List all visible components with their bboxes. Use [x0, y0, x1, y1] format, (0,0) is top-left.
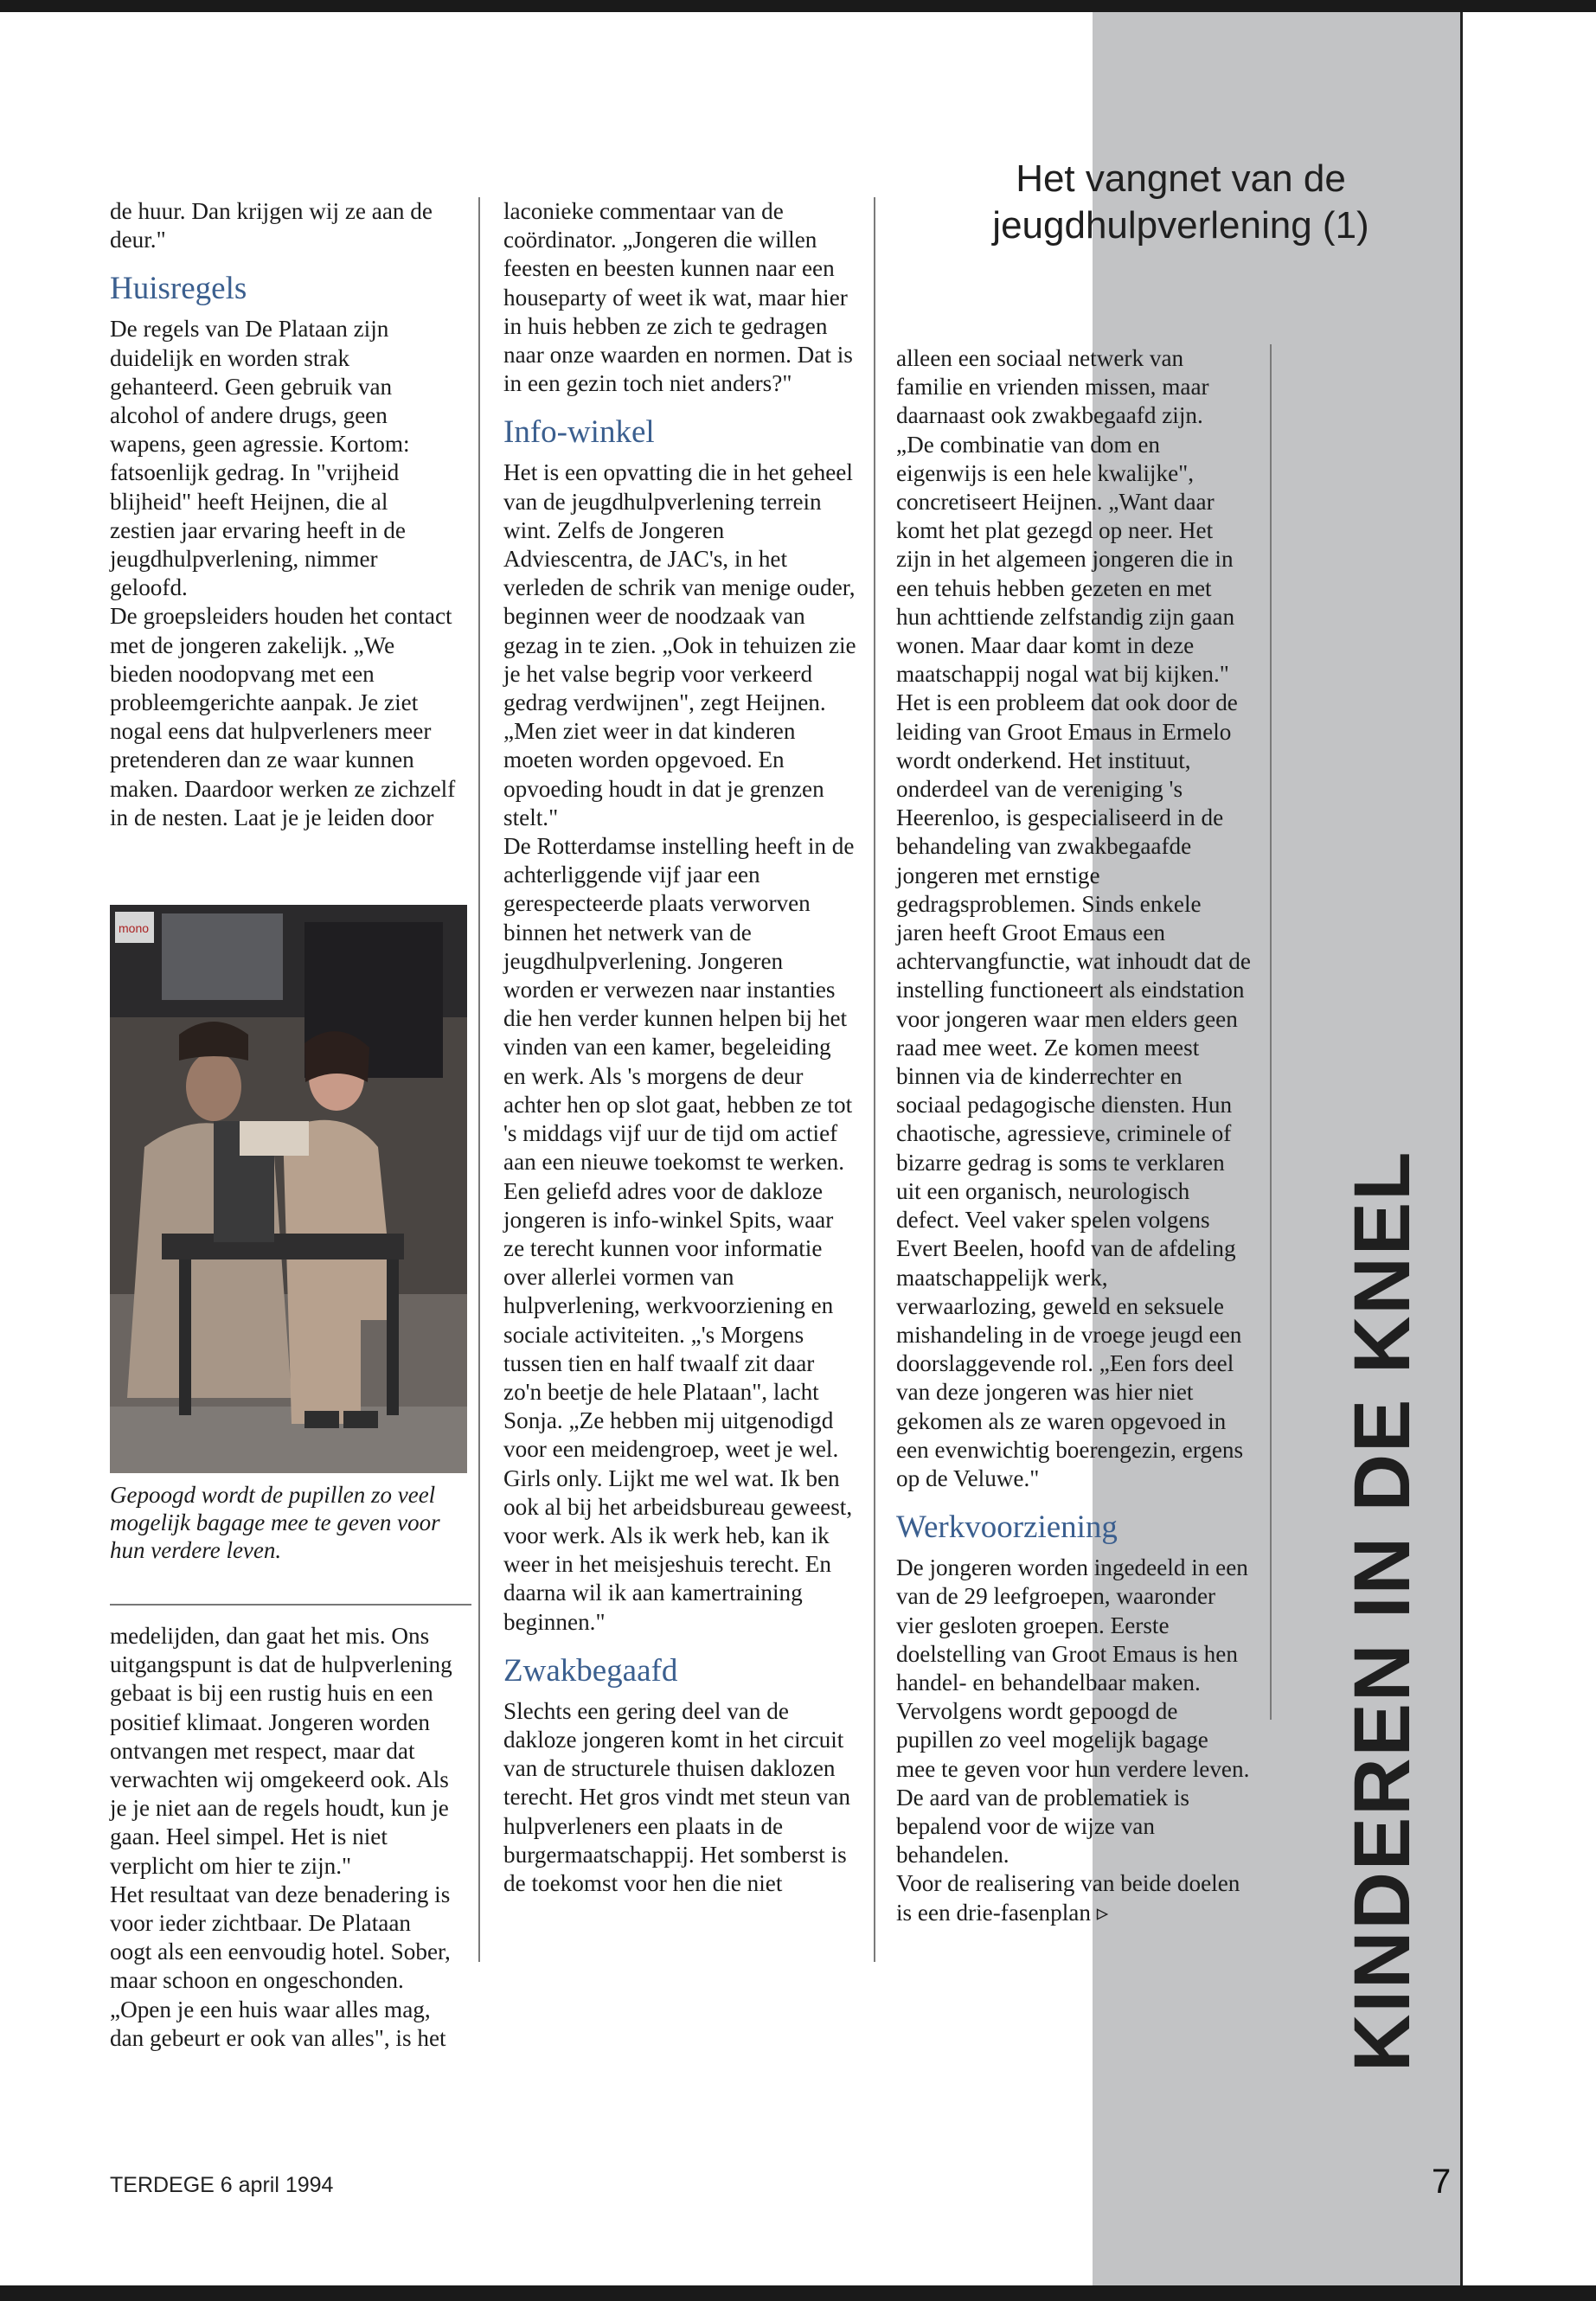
column-1-continued	[110, 1622, 456, 2053]
paragraph: medelijden, dan gaat het mis. Ons uitgangspunt is dat de hulpverlening gebaat is bij een rustig huis en een positief klimaat. Jongeren worden ontvangen met respect, maar dat verwachten wij omgekeerd ook. Als je je niet aan de regels houdt, kun je gaan. Heel simpel. Het is niet verplicht om hier te zijn."	[110, 1623, 452, 1879]
headline-line-2: jeugdhulpverlening (1)	[992, 204, 1369, 247]
column-rule	[1270, 344, 1272, 1720]
footer-publication: TERDEGE 6 april 1994	[110, 2173, 334, 2197]
headline-line-1: Het vangnet van de	[1016, 157, 1346, 200]
photo-caption: Gepoogd wordt de pupillen zo veel mogelijk bagage mee te geven voor hun verdere leven.	[110, 1482, 440, 1563]
column-rule	[478, 197, 480, 1962]
column-1	[110, 197, 456, 832]
subheading-zwakbegaafd: Zwakbegaafd	[503, 1652, 678, 1689]
subheading-huisregels: Huisregels	[110, 271, 247, 307]
section-title: KINDEREN IN DE KNEL	[1338, 1150, 1426, 2072]
photo	[110, 905, 467, 1473]
subheading-info-winkel: Info-winkel	[503, 414, 655, 451]
page-edge-top	[0, 0, 1596, 12]
page-edge-bottom	[0, 2285, 1596, 2301]
paragraph: De groepsleiders houden het contact met de jongeren zakelijk. „We bieden noodopvang met een probleemgerichte aanpak. Je ziet nogal eens dat hulpverleners meer pretenderen dan ze waar kunnen maken. Daardoor werken ze zichzelf in de nesten. Laat je je leiden door	[110, 603, 456, 830]
column-2	[503, 197, 858, 1898]
paragraph: alleen een sociaal netwerk van familie en vrienden missen, maar daarnaast ook zwakbegaafd zijn.	[896, 345, 1209, 429]
photo-sign-text: mono	[119, 921, 150, 935]
paragraph: Het is een opvatting die in het geheel van de jeugdhulpverlening terrein wint. Zelfs de Jongeren Adviescentra, de JAC's, in het verleden de schrik van menige ouder, beginnen weer de noodzaak van gezag in te zien. „Ook in tehuizen zie je het valse begrip voor verkeerd gedrag verdwijnen", zegt Heijnen. „Men ziet weer in dat kinderen moeten worden opgevoed. En opvoeding houdt in dat je grenzen stelt."	[503, 459, 856, 830]
subheading-werkvoorziening: Werkvoorziening	[896, 1509, 1118, 1546]
paragraph: Voor de realisering van beide doelen is een drie-fasenplan ▹	[896, 1870, 1240, 1926]
photo-illustration	[110, 905, 467, 1473]
page-edge-right	[1460, 12, 1596, 2301]
paragraph: Een geliefd adres voor de dakloze jongeren is info-winkel Spits, waar ze terecht kunnen voor informatie over allerlei vormen van hulpverlening, werkvoorziening en sociale activiteiten. „'s Morgens tussen tien en half twaalf zit daar zo'n beetje de hele Plataan", lacht Sonja. „Ze hebben mij uitgenodigd voor een meidengroep, weet je wel. Girls only. Lijkt me wel wat. Ik ben ook al bij het arbeidsbureau geweest, voor werk. Als ik werk heb, kan ik weer in het meisjeshuis terecht. En daarna wil ik aan kamertraining beginnen."	[503, 1177, 853, 1635]
paragraph: laconieke commentaar van de coördinator. „Jongeren die willen feesten en beesten kunnen naar een houseparty of weet ik wat, maar hier in huis hebben ze zich te gedragen naar onze waarden en normen. Dat is in een gezin toch niet anders?"	[503, 198, 853, 397]
paragraph: Slechts een gering deel van de dakloze jongeren komt in het circuit van de structurele thuisen daklozen terecht. Het gros vindt met steun van hulpverleners een plaats in de burgermaatschappij. Het somberst is de toekomst voor hen die niet	[503, 1697, 850, 1896]
paragraph: De jongeren worden ingedeeld in een van de 29 leefgroepen, waaronder vier gesloten groepen. Eerste doelstelling van Groot Emaus is hen handel- en behandelbaar maken. Vervolgens wordt gepoogd de pupillen zo veel mogelijk bagage mee te geven voor hun verdere leven. De aard van de problematiek is bepalend voor de wijze van behandelen.	[896, 1554, 1250, 1868]
paragraph: Het resultaat van deze benadering is voor ieder zichtbaar. De Plataan oogt als een eenvoudig hotel. Sober, maar schoon en ongeschonden. „Open je een huis waar alles mag, dan gebeurt er ook van alles", is het	[110, 1881, 451, 2051]
paragraph: „De combinatie van dom en eigenwijs is een hele kwalijke", concretiseert Heijnen. „Want daar komt het plat gezegd op neer. Het zijn in het algemeen jongeren die in een tehuis hebben gezeten en met hun achttiende zelfstandig zijn gaan wonen. Maar daar komt in deze maatschappij nogal wat bij kijken."	[896, 431, 1235, 688]
column-3	[896, 344, 1251, 1927]
page-number: 7	[1432, 2163, 1452, 2201]
column-rule	[874, 197, 875, 1962]
caption-divider	[110, 1604, 471, 1606]
paragraph: De Rotterdamse instelling heeft in de achterliggende vijf jaar een gerespecteerde plaats verworven binnen het netwerk van de jeugdhulpverlening. Jongeren worden er verwezen naar instanties die hen verder kunnen helpen bij het vinden van een kamer, begeleiding en werk. Als 's morgens de deur achter hen op slot gaat, hebben ze tot 's middags vijf uur de tijd om actief aan een nieuwe toekomst te werken.	[503, 833, 855, 1176]
headline	[977, 156, 1384, 249]
paragraph: Het is een probleem dat ook door de leiding van Groot Emaus in Ermelo wordt onderkend. Het instituut, onderdeel van de vereniging 's Heerenloo, is gespecialiseerd in de behandeling van zwakbegaafde jongeren met ernstige gedragsproblemen. Sinds enkele jaren heeft Groot Emaus een achtervangfunctie, wat inhoudt dat de instelling functioneert als eindstation voor jongeren waar men elders geen raad mee weet. Ze komen meest binnen via de kinderrechter en sociaal pedagogische diensten. Hun chaotische, agressieve, criminele of bizarre gedrag is soms te verklaren uit een organisch, neurologisch defect. Veel vaker spelen volgens Evert Beelen, hoofd van de afdeling maatschappelijk werk, verwaarlozing, geweld en seksuele mishandeling in de vroege jeugd een doorslaggevende rol. „Een fors deel van deze jongeren was hier niet gekomen als ze waren opgevoed in een evenwichtig boerengezin, ergens op de Veluwe."	[896, 689, 1251, 1491]
paragraph: De regels van De Plataan zijn duidelijk en worden strak gehanteerd. Geen gebruik van alcohol of andere drugs, geen wapens, geen agressie. Kortom: fatsoenlijk gedrag. In "vrijheid blijheid" heeft Heijnen, die al zestien jaar ervaring heeft in de jeugdhulpverlening, nimmer geloofd.	[110, 316, 410, 601]
paragraph: de huur. Dan krijgen wij ze aan de deur."	[110, 198, 433, 253]
